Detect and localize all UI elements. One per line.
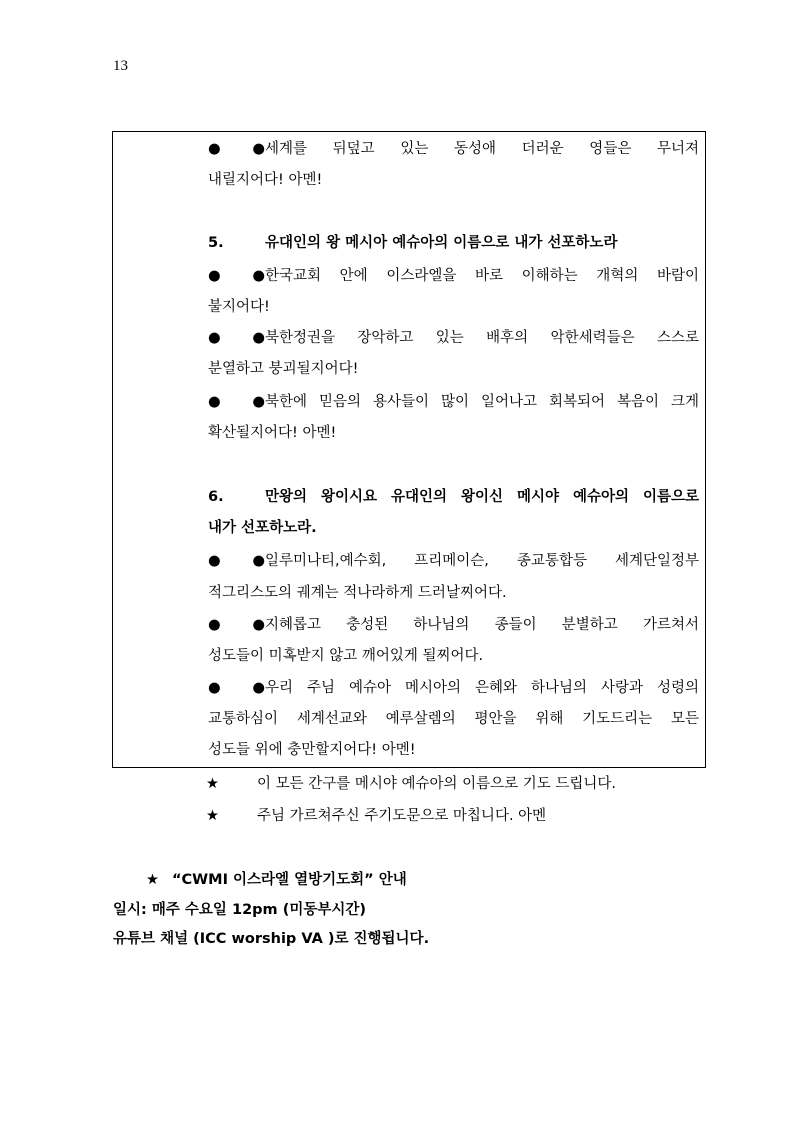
closing-text: 주님 가르쳐주신 주기도문으로 마칩니다. 아멘 <box>257 808 547 824</box>
star-icon: ★ <box>146 872 159 888</box>
closing-line <box>206 806 546 826</box>
prayer-item <box>208 139 699 159</box>
section-heading-6 <box>208 487 699 507</box>
star-icon: ★ <box>206 808 219 824</box>
prayer-text-continued: 적그리스도의 궤계는 적나라하게 드러날찌어다. <box>208 585 507 601</box>
prayer-text-continued: 분열하고 붕괴될지어다! <box>208 361 359 377</box>
prayer-item <box>208 551 699 571</box>
prayer-text: 한국교회 안에 이스라엘을 바로 이해하는 개혁의 바람이 <box>265 268 699 284</box>
section-heading-text: 만왕의 왕이시요 유대인의 왕이신 메시야 예슈아의 이름으로 <box>265 489 699 505</box>
prayer-text-continued: 내릴지어다! 아멘! <box>208 172 323 188</box>
notice-title <box>146 870 407 890</box>
prayer-item <box>208 266 699 286</box>
prayer-text-continued: 성도들 위에 충만할지어다! 아멘! <box>208 742 416 758</box>
section-heading-text: 유대인의 왕 메시아 예슈아의 이름으로 내가 선포하노라 <box>265 235 618 251</box>
bullet-marker: ●● <box>208 680 265 696</box>
notice-schedule: 일시: 매주 수요일 12pm (미동부시간) <box>113 902 366 918</box>
notice-title-text: “CWMI 이스라엘 열방기도회” 안내 <box>172 872 407 888</box>
bullet-marker: ●● <box>208 617 265 633</box>
bullet-marker: ●● <box>208 394 265 410</box>
prayer-item <box>208 615 699 635</box>
prayer-text: 우리 주님 예슈아 메시아의 은혜와 하나님의 사랑과 성령의 <box>265 680 699 696</box>
bullet-marker: ●● <box>208 268 265 284</box>
prayer-text-continued: 확산될지어다! 아멘! <box>208 425 337 441</box>
notice-channel: 유튜브 채널 (ICC worship VA )로 진행됩니다. <box>113 931 430 947</box>
prayer-box <box>112 131 706 768</box>
section-number: 6. <box>208 489 224 505</box>
prayer-text-continued: 교통하심이 세계선교와 예루살렘의 평안을 위해 기도드리는 모든 <box>208 711 699 727</box>
section-heading-continued: 내가 선포하노라. <box>208 520 317 536</box>
bullet-marker: ●● <box>208 330 265 346</box>
prayer-text: 북한에 믿음의 용사들이 많이 일어나고 회복되어 복음이 크게 <box>265 394 699 410</box>
prayer-item <box>208 392 699 412</box>
section-number: 5. <box>208 235 224 251</box>
section-heading-5 <box>208 233 699 253</box>
prayer-text-continued: 성도들이 미혹받지 않고 깨어있게 될찌어다. <box>208 648 484 664</box>
prayer-item <box>208 328 699 348</box>
closing-line <box>206 774 616 794</box>
prayer-text: 북한정권을 장악하고 있는 배후의 악한세력들은 스스로 <box>265 330 699 346</box>
prayer-text: 세계를 뒤덮고 있는 동성애 더러운 영들은 무너져 <box>265 141 699 157</box>
page-number: 13 <box>113 58 128 74</box>
bullet-marker: ●● <box>208 553 265 569</box>
prayer-item <box>208 678 699 698</box>
closing-text: 이 모든 간구를 메시야 예슈아의 이름으로 기도 드립니다. <box>257 776 617 792</box>
prayer-text: 지혜롭고 충성된 하나님의 종들이 분별하고 가르쳐서 <box>265 617 699 633</box>
star-icon: ★ <box>206 776 219 792</box>
bullet-marker: ●● <box>208 141 265 157</box>
prayer-text: 일루미나티,예수회, 프리메이슨, 종교통합등 세계단일정부 <box>265 553 699 569</box>
prayer-text-continued: 불지어다! <box>208 299 270 315</box>
